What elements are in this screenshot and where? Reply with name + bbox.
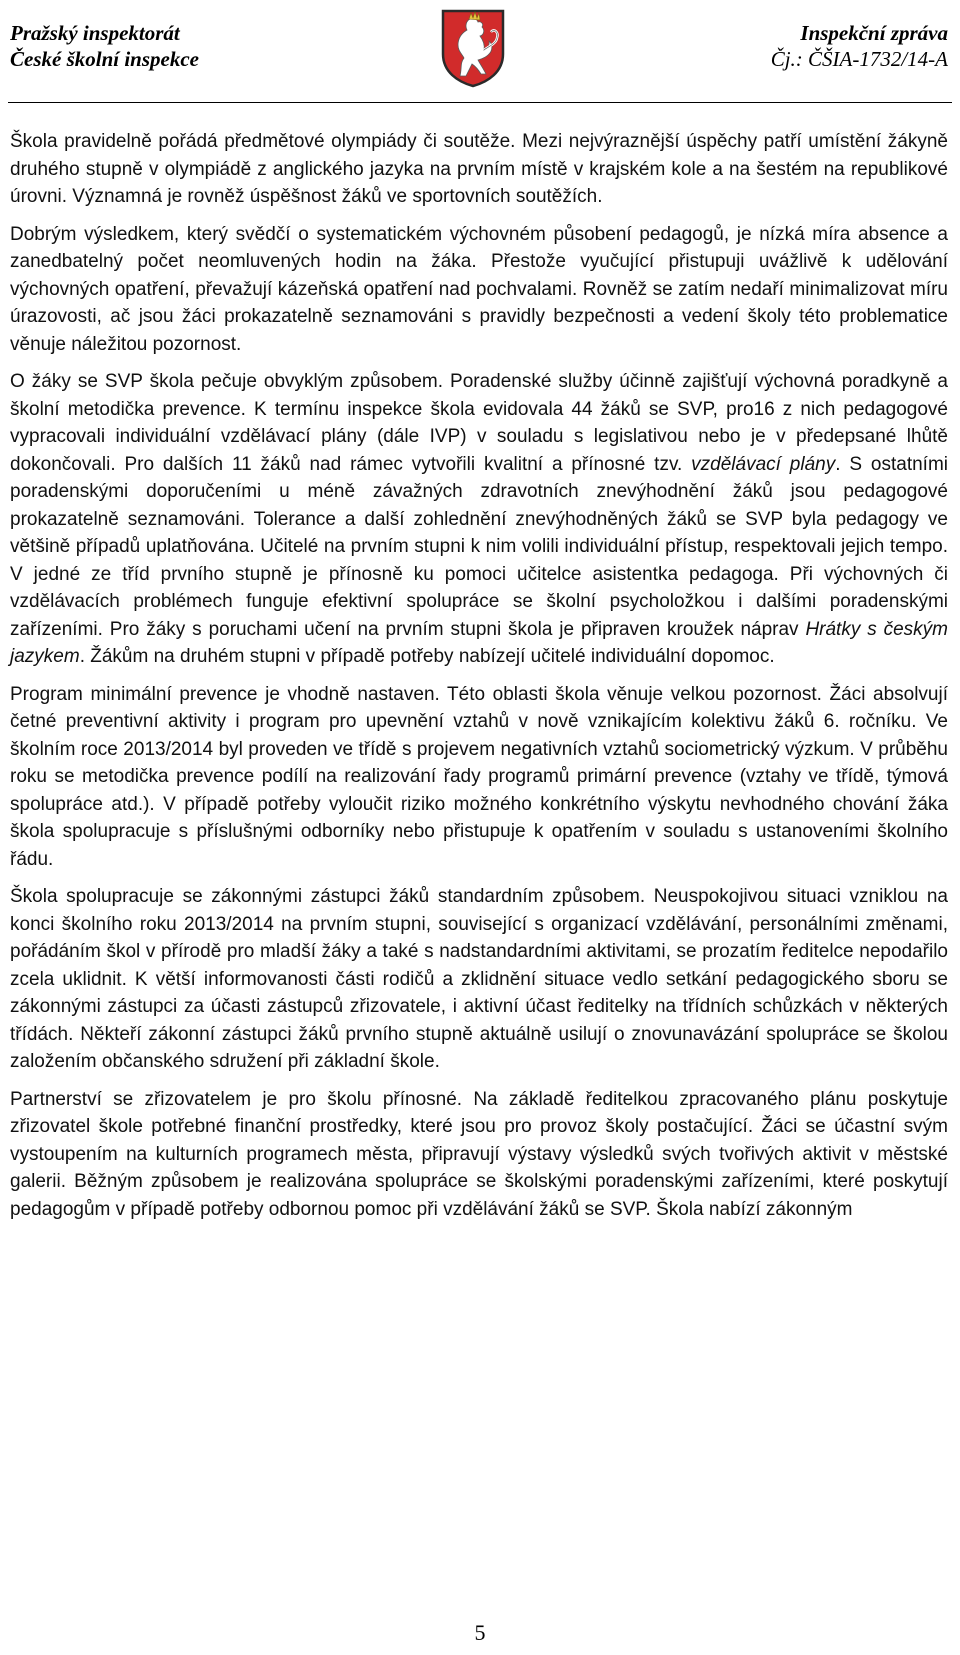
paragraph-svp	[10, 368, 948, 671]
report-title: Inspekční zpráva	[800, 21, 948, 45]
svp-emphasis-club: Hrátky s českým jazykem	[10, 618, 948, 667]
issuer-line-1: Pražský inspektorát	[10, 21, 180, 45]
paragraph-olympiads: Škola pravidelně pořádá předmětové olympiády či soutěže. Mezi nejvýraznější úspěchy patří umístění žákyně druhého stupně v olympiádě z anglického jazyka na prvním místě v krajském kole a na šestém na republikové úrovni. Významná je rovněž úspěšnost žáků ve sportovních soutěžích.	[10, 131, 948, 207]
page-number: 5	[474, 1620, 486, 1645]
reference-number: Čj.: ČŠIA-1732/14-A	[770, 47, 948, 71]
czech-coat-of-arms-icon	[440, 8, 506, 88]
page-header	[0, 0, 960, 100]
issuer-block	[10, 20, 199, 72]
svp-text-part-1: O žáky se SVP škola pečuje obvyklým způsobem. Poradenské služby účinně zajišťují výchovná poradkyně a školní metodička prevence. K termínu inspekce škola evidovala 44 žáků se SVP, pro16 z nich pedagogové vypracovali individuální vzdělávací plány (dále IVP) v souladu s legislativou nebo je v předepsané lhůtě dokončovali. Pro dalších 11 žáků nad rámec vytvořili kvalitní a přínosné tzv.	[10, 371, 948, 475]
paragraph-parents: Škola spolupracuje se zákonnými zástupci žáků standardním způsobem. Neuspokojivou situaci vzniklou na konci školního roku 2013/2014 na prvním stupni, související s organizací vzdělávání, personálními změnami, pořádáním škol v přírodě pro mladší žáky a také s nadstandardními aktivitami, se prozatím ředitelce nepodařilo zcela uklidnit. K větší informovanosti části rodičů a zklidnění situace vedlo setkání pedagogického sboru se zákonnými zástupci za účasti zástupců zřizovatele, i aktivní účast ředitelky na třídních schůzkách v některých třídách. Někteří zákonní zástupci žáků prvního stupně aktuálně usilují o znovunavázání spolupráce se školou založením občanského sdružení při základní škole.	[10, 886, 948, 1072]
svp-text-part-2: . S ostatními poradenskými doporučeními u méně závažných zdravotních znevýhodnění žáků jsou pedagogové prokazatelně seznamováni. Tolerance a další zohlednění znevýhodněných žáků se SVP byla pedagogy ve většině případů uplatňována. Učitelé na prvním stupni k nim volili individuální přístup, respektovali jejich tempo. V jedné ze tříd prvního stupně je přínosně ku pomoci učitelce asistentka pedagoga. Při výchovných či vzdělávacích problémech funguje efektivní spolupráce se školní psycholožkou i dalšími poradenskými zařízeními. Pro žáky s poruchami učení na prvním stupni škola je připraven kroužek náprav	[10, 453, 948, 640]
report-block	[771, 20, 948, 72]
paragraph-prevention: Program minimální prevence je vhodně nastaven. Této oblasti škola věnuje velkou pozornost. Žáci absolvují četné preventivní aktivity i program pro upevnění vztahů v nově vznikajícím kolektivu žáků 6. ročníku. Ve školním roce 2013/2014 byl proveden ve třídě s projevem negativních vztahů sociometrický výzkum. V průběhu roku se metodička prevence podílí na realizování řady programů primární prevence (vztahy ve třídě, týmová spolupráce atd.). V případě potřeby vyloučit riziko možného konkrétního výskytu nevhodného chování žáka škola spolupracuje s příslušnými odborníky nebo přistupuje k opatřením v souladu s ustanoveními školního řádu.	[10, 683, 948, 870]
paragraph-absence: Dobrým výsledkem, který svědčí o systematickém výchovném působení pedagogů, je nízká míra absence a zanedbatelný počet neomluvených hodin na žáka. Přestože vyučující přistupuji uvážlivě k udělování výchovných opatření, převažují kázeňská opatření nad pochvalami. Rovněž se zatím nedaří minimalizovat míru úrazovosti, ač jsou žáci prokazatelně seznamováni s pravidly bezpečnosti a vedení školy této problematice věnuje náležitou pozornost.	[10, 223, 948, 355]
paragraph-founder: Partnerství se zřizovatelem je pro školu přínosné. Na základě ředitelkou zpracovaného plánu poskytuje zřizovatel škole potřebné finanční prostředky, které jsou pro provoz školy postačující. Žáci se účastní svým vystoupením na kulturních programech města, připravují výstavy výsledků svých tvořivých aktivit v městské galerii. Běžným způsobem je realizována spolupráce se školskými poradenskými zařízeními, které poskytují pedagogům v případě potřeby odbornou pomoc při vzdělávání žáků se SVP. Škola nabízí zákonným	[10, 1088, 948, 1220]
svp-emphasis-plans: vzdělávací plány	[691, 453, 836, 475]
header-divider	[8, 102, 952, 103]
report-body	[10, 128, 948, 1223]
issuer-line-2: České školní inspekce	[10, 47, 199, 71]
svp-text-part-3: . Žákům na druhém stupni v případě potřeby nabízejí učitelé individuální dopomoc.	[79, 646, 775, 667]
